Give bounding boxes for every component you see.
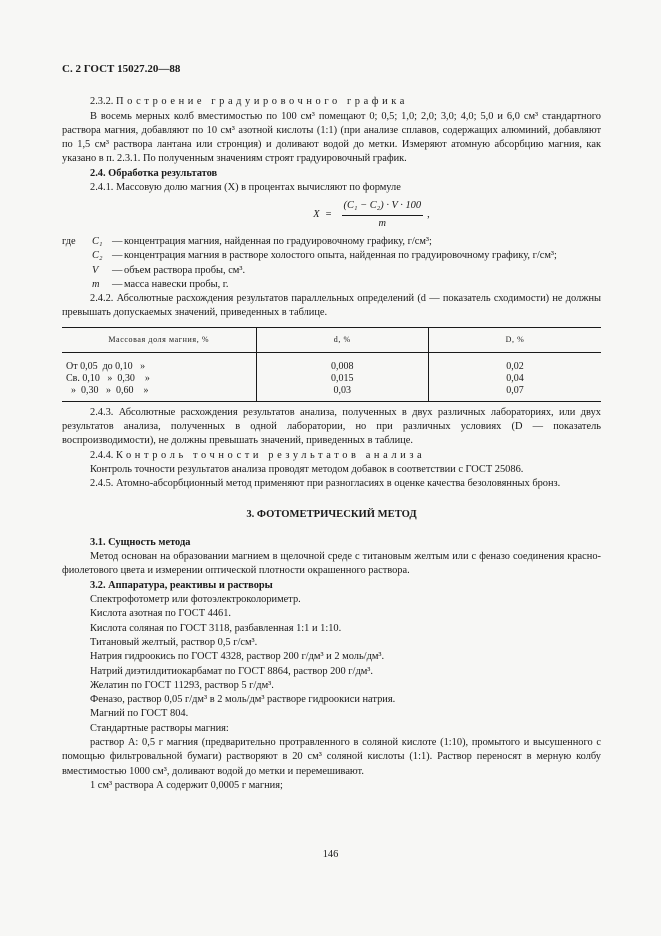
discrepancy-table — [62, 327, 601, 402]
column-header-d: d, % — [256, 327, 428, 352]
paragraph-2-4-5: 2.4.5. Атомно-абсорбционный метод применяют при разногласиях в оценке качества безоловянных бронз. — [90, 478, 561, 490]
formula-numerator: (C₁ − C₂) · V · 100 — [342, 199, 424, 215]
section-2-3-2-heading — [62, 95, 601, 109]
table-cell: » 0,30 » 0,60 » — [62, 385, 256, 402]
page-number: 146 — [322, 849, 339, 860]
list-item: Натрия гидроокись по ГОСТ 4328, раствор 200 г/дм³ и 2 моль/дм³. — [90, 651, 385, 663]
formula-denominator: m — [378, 217, 387, 229]
list-item: Кислота соляная по ГОСТ 3118, разбавленная 1:1 и 1:10. — [90, 622, 342, 634]
legend-text: концентрация магния в растворе холостого опыта, найденная по градуировочному графику, г/см³; — [124, 250, 557, 262]
list-item: Желатин по ГОСТ 11293, раствор 5 г/дм³. — [90, 679, 274, 691]
paragraph-2-4-2: 2.4.2. Абсолютные расхождения результатов параллельных определений (d — показатель сходимости) не должны превышать допускаемых значений, приведенных в таблице. — [62, 293, 601, 319]
table-cell: 0,03 — [256, 385, 428, 402]
list-item: Магний по ГОСТ 804. — [90, 708, 189, 720]
list-item: Феназо, раствор 0,05 г/дм³ в 2 моль/дм³ растворе гидроокиси натрия. — [90, 694, 396, 706]
table-cell: Св. 0,10 » 0,30 » — [66, 372, 150, 384]
section-number: 2.4.4. — [90, 449, 114, 461]
paragraph-2-4-1: 2.4.1. Массовую долю магния (X) в процентах вычисляют по формуле — [90, 182, 401, 194]
section-3-2-heading: 3.2. Аппаратура, реактивы и растворы — [90, 579, 273, 591]
legend-lead — [62, 264, 92, 278]
legend-item — [62, 278, 601, 292]
legend-lead: где — [62, 235, 76, 247]
column-header-D: D, % — [429, 327, 602, 352]
solution-a-concentration: 1 см³ раствора А содержит 0,0005 г магния; — [90, 779, 283, 791]
mass-fraction-formula — [142, 199, 601, 231]
legend-text: масса навески пробы, г. — [124, 278, 229, 290]
legend-symbol: V — [92, 264, 99, 276]
legend-text: концентрация магния, найденная по градуировочному графику, г/см³; — [124, 235, 432, 247]
legend-symbol: C₂ — [92, 250, 103, 262]
section-2-4-heading: 2.4. Обработка результатов — [90, 167, 218, 179]
formula-lhs: X — [313, 209, 320, 221]
table-row — [62, 352, 601, 373]
legend-dash: — — [112, 278, 123, 290]
legend-dash: — — [112, 264, 123, 276]
spaced-title: Построение градуировочного графика — [116, 96, 409, 108]
legend-lead — [62, 278, 92, 292]
table-header-row — [62, 327, 601, 352]
table-row — [62, 385, 601, 402]
table-cell: 0,02 — [429, 352, 602, 373]
formula-equals: = — [325, 209, 332, 221]
paragraph-2-4-4-text: Контроль точности результатов анализа проводят методом добавок в соответствии с ГОСТ 25086. — [90, 463, 524, 475]
table-cell: 0,015 — [256, 373, 428, 385]
paragraph-2-4-4-heading — [62, 449, 601, 463]
list-item: Стандартные растворы магния: — [90, 722, 229, 734]
formula-fraction — [342, 199, 424, 231]
table-cell: От 0,05 до 0,10 » — [66, 360, 146, 372]
table-row — [62, 373, 601, 385]
table-cell: 0,008 — [256, 352, 428, 373]
list-item: Натрий диэтилдитиокарбамат по ГОСТ 8864, раствор 200 г/дм³. — [90, 665, 374, 677]
formula-tail: , — [427, 209, 430, 221]
list-item: Спектрофотометр или фотоэлектроколориметр. — [90, 594, 301, 606]
legend-dash: — — [112, 250, 123, 262]
legend-item — [62, 249, 601, 263]
table-cell: 0,04 — [429, 373, 602, 385]
legend-symbol: C₁ — [92, 235, 103, 247]
table-cell: 0,07 — [429, 385, 602, 402]
section-number: 2.3.2. — [90, 96, 114, 108]
legend-item — [62, 235, 601, 249]
column-header-mass-fraction: Массовая доля магния, % — [62, 327, 256, 352]
running-header: С. 2 ГОСТ 15027.20—88 — [62, 63, 181, 75]
section-3-1-heading: 3.1. Сущность метода — [90, 536, 191, 548]
spaced-title: Контроль точности результатов анализа — [116, 449, 426, 461]
list-item: Кислота азотная по ГОСТ 4461. — [90, 608, 232, 620]
legend-text: объем раствора пробы, см³. — [124, 264, 246, 276]
solution-a-text: раствор А: 0,5 г магния (предварительно протравленного в соляной кислоте (1:10), промытого и высушенного с помощью фильтровальной бумаги) растворяют в 20 см³ соляной кислоты (1:1). Раствор переносят в мерную колбу вместимостью 1000 см³, доливают водой до метки и перемешивают. — [62, 736, 601, 777]
section-3-heading: 3. ФОТОМЕТРИЧЕСКИЙ МЕТОД — [246, 508, 417, 520]
legend-symbol: m — [92, 278, 100, 290]
paragraph-2-4-3: 2.4.3. Абсолютные расхождения результатов анализа, полученных в двух различных лабораториях, или двух результатов анализа, полученных в одной лаборатории, но при различных условиях (D — показатель воспроизводимости), не должны превышать значений, приведенных в таблице. — [62, 406, 601, 447]
list-item: Титановый желтый, раствор 0,5 г/см³. — [90, 636, 258, 648]
legend-item — [62, 264, 601, 278]
legend-lead — [62, 249, 92, 263]
section-2-3-2-text: В восемь мерных колб вместимостью по 100 см³ помещают 0; 0,5; 1,0; 2,0; 3,0; 4,0; 5,0 и 6,0 см³ стандартного раствора магния, добавляют по 10 см³ азотной кислоты (1:1) (при анализе сплавов, содержащих алюминий, добавляют по 1,5 см³ раствора лантана или стронция) и доливают водой до метки. Измеряют атомную абсорбцию магния, как указано в п. 2.3.1. По полученным значениям строят градуировочный график. — [62, 110, 601, 165]
legend-dash: — — [112, 235, 123, 247]
formula-legend — [62, 235, 601, 292]
section-3-1-text: Метод основан на образовании магнием в щелочной среде с титановым желтым или с феназо соединения красно-фиолетового цвета и измерении оптической плотности окрашенного раствора. — [62, 551, 601, 577]
